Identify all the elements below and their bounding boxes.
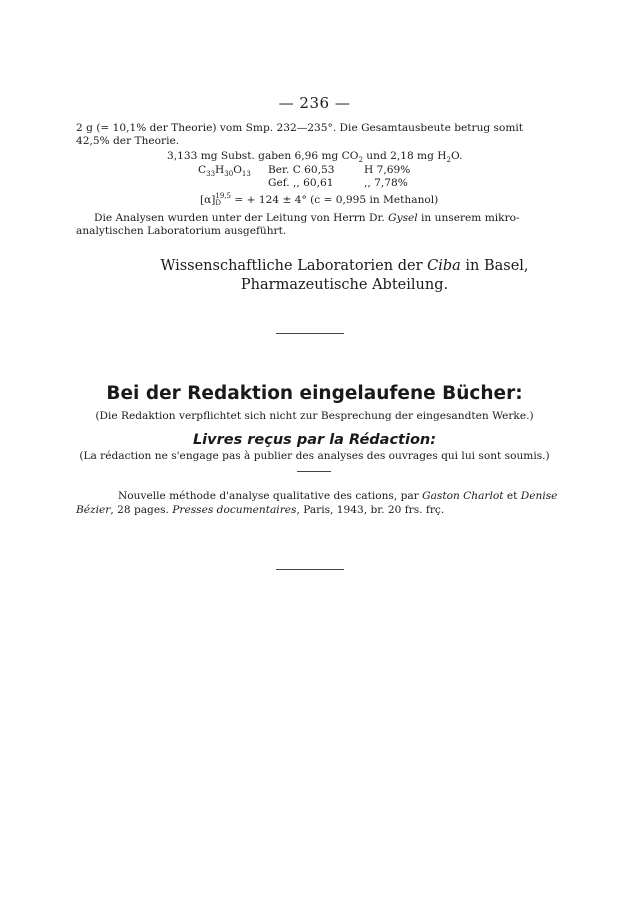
book-entry-line-2: Bézier, 28 pages. Presses documentaires, Paris, 1943, br. 20 frs. frç. bbox=[76, 504, 445, 516]
calculated-values: Ber. C 60,53 bbox=[268, 164, 335, 176]
analysis-note-line-1: Die Analysen wurden unter der Leitung von Herrn Dr. Gysel in unserem mikro- bbox=[94, 212, 520, 224]
found-hydrogen: ,, 7,78% bbox=[364, 177, 408, 189]
affiliation-line-1: Wissenschaftliche Laboratorien der Ciba in Basel, bbox=[160, 258, 529, 274]
books-note-german: (Die Redaktion verpflichtet sich nicht zur Besprechung der eingesandten Werke.) bbox=[95, 410, 534, 422]
yield-text-line-2: 42,5% der Theorie. bbox=[76, 135, 180, 147]
analysis-line: 3,133 mg Subst. gaben 6,96 mg $CO_2$ und 2,18 mg $H_2O$. bbox=[167, 150, 463, 165]
short-divider bbox=[297, 471, 331, 472]
section-divider bbox=[276, 333, 344, 334]
molecular-formula: $C_{33}H_{30}O_{13}$ bbox=[198, 164, 251, 179]
optical-rotation: [α] 19,5 D = + 124 ± 4° (c = 0,995 in Methanol) bbox=[200, 192, 439, 207]
page-number: — 236 — bbox=[278, 94, 351, 112]
book-entry-line-1: Nouvelle méthode d'analyse qualitative des cations, par Gaston Charlot et Denise bbox=[118, 490, 558, 502]
books-heading-french: Livres reçus par la Rédaction: bbox=[192, 432, 437, 448]
yield-text-line-1: 2 g (= 10,1% der Theorie) vom Smp. 232—235°. Die Gesamtausbeute betrug somit bbox=[76, 122, 524, 134]
analysis-note-line-2: analytischen Laboratorium ausgeführt. bbox=[76, 225, 287, 237]
bottom-divider bbox=[276, 569, 344, 570]
books-note-french: (La rédaction ne s'engage pas à publier des analyses des ouvrages qui lui sont soumis.) bbox=[79, 450, 550, 462]
found-values: Gef. ,, 60,61 bbox=[268, 177, 334, 189]
calculated-hydrogen: H 7,69% bbox=[364, 164, 411, 176]
affiliation-line-2: Pharmazeutische Abteilung. bbox=[240, 277, 449, 293]
books-heading-german: Bei der Redaktion eingelaufene Bücher: bbox=[106, 383, 523, 404]
